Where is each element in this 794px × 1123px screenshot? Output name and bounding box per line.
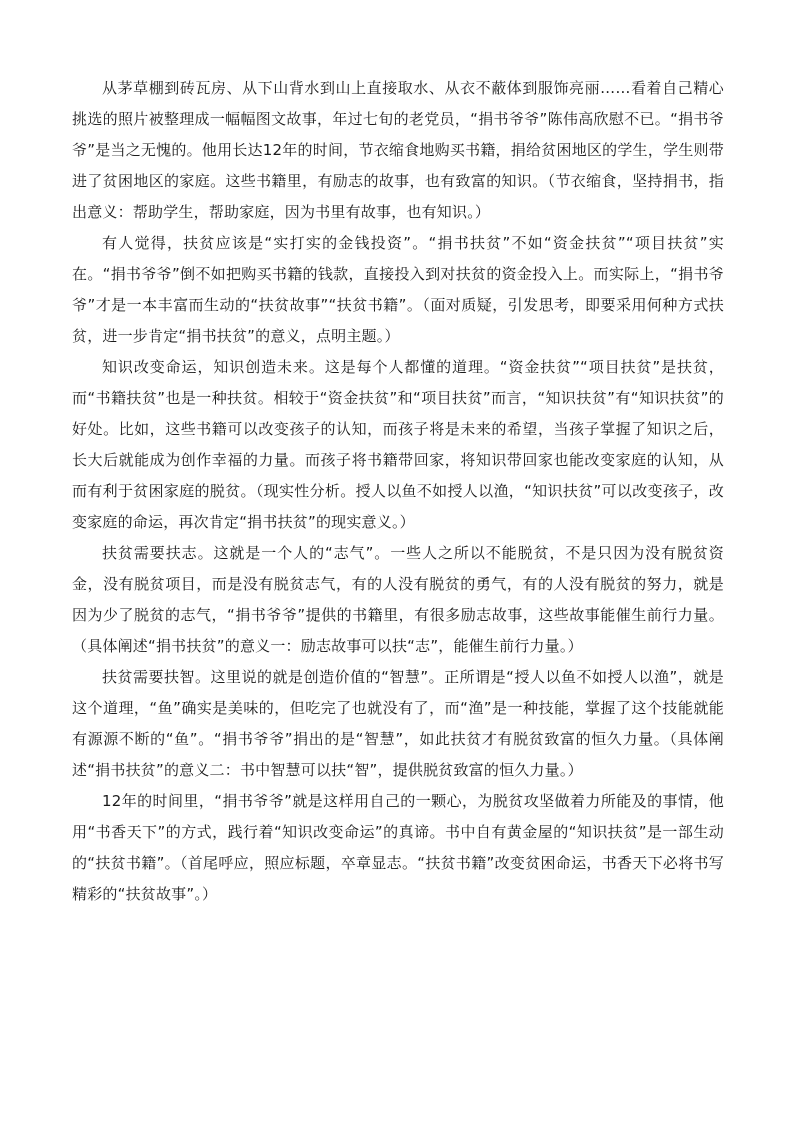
essay-body	[72, 73, 724, 910]
paragraph-5: 扶贫需要扶智。这里说的就是创造价值的“智慧”。正所谓是“授人以鱼不如授人以渔”，就是这个道理，“鱼”确实是美味的，但吃完了也就没有了，而“渔”是一种技能，掌握了这个技能就能有源源不断的“鱼”。“捐书爷爷”捐出的是“智慧”，如此扶贫才有脱贫致富的恒久力量。（具体阐述“捐书扶贫”的意义二：书中智慧可以扶“智”，提供脱贫致富的恒久力量。）	[72, 668, 724, 779]
paragraph-3: 知识改变命运，知识创造未来。这是每个人都懂的道理。“资金扶贫”“项目扶贫”是扶贫，而“书籍扶贫”也是一种扶贫。相较于“资金扶贫”和“项目扶贫”而言，“知识扶贫”有“知识扶贫”的好处。比如，这些书籍可以改变孩子的认知，而孩子将是未来的希望，当孩子掌握了知识之后，长大后就能成为创作幸福的力量。而孩子将书籍带回家，将知识带回家也能改变家庭的认知，从而有利于贫困家庭的脱贫。（现实性分析。授人以鱼不如授人以渔，“知识扶贫”可以改变孩子，改变家庭的命运，再次肯定“捐书扶贫”的现实意义。）	[72, 358, 724, 531]
paragraph-4: 扶贫需要扶志。这就是一个人的“志气”。一些人之所以不能脱贫，不是只因为没有脱贫资金，没有脱贫项目，而是没有脱贫志气，有的人没有脱贫的勇气，有的人没有脱贫的努力，就是因为少了脱贫的志气，“捐书爷爷”提供的书籍里，有很多励志故事，这些故事能催生前行力量。（具体阐述“捐书扶贫”的意义一：励志故事可以扶“志”，能催生前行力量。）	[72, 544, 724, 655]
paragraph-6: 12年的时间里，“捐书爷爷”就是这样用自己的一颗心，为脱贫攻坚做着力所能及的事情，他用“书香天下”的方式，践行着“知识改变命运”的真谛。书中自有黄金屋的“知识扶贫”是一部生动的“扶贫书籍”。（首尾呼应，照应标题，卒章显志。“扶贫书籍”改变贫困命运，书香天下必将书写精彩的“扶贫故事”。）	[72, 792, 724, 903]
paragraph-2: 有人觉得，扶贫应该是“实打实的金钱投资”。“捐书扶贫”不如“资金扶贫”“项目扶贫”实在。“捐书爷爷”倒不如把购买书籍的钱款，直接投入到对扶贫的资金投入上。而实际上，“捐书爷爷”才是一本丰富而生动的“扶贫故事”“扶贫书籍”。（面对质疑，引发思考，即要采用何种方式扶贫，进一步肯定“捐书扶贫”的意义，点明主题。）	[72, 234, 724, 345]
paragraph-1: 从茅草棚到砖瓦房、从下山背水到山上直接取水、从衣不蔽体到服饰亮丽……看着自己精心挑选的照片被整理成一幅幅图文故事，年过七旬的老党员，“捐书爷爷”陈伟高欣慰不已。“捐书爷爷”是当之无愧的。他用长达12年的时间，节衣缩食地购买书籍，捐给贫困地区的学生，学生则带进了贫困地区的家庭。这些书籍里，有励志的故事，也有致富的知识。（节衣缩食，坚持捐书，指出意义：帮助学生，帮助家庭，因为书里有故事，也有知识。）	[72, 79, 724, 221]
